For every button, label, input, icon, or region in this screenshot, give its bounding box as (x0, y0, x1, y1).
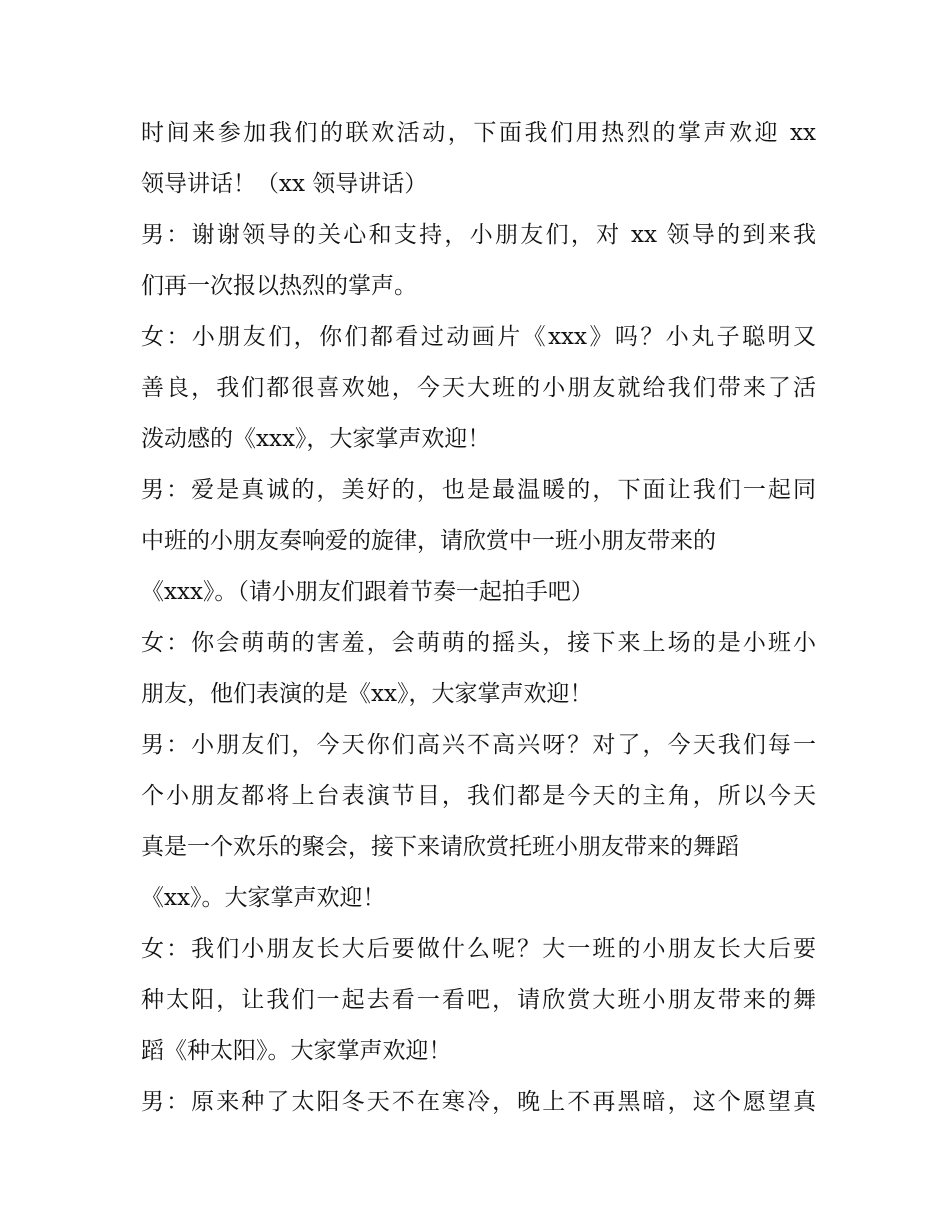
text-line: 中班的小朋友奏响爱的旋律，请欣赏中一班小朋友带来的 (141, 528, 716, 554)
text-line: 男：爱是真诚的，美好的，也是最温暖的，下面让我们一起同 (141, 477, 816, 503)
text-line: 女：小朋友们，你们都看过动画片《xxx》吗？小丸子聪明又 (141, 324, 816, 350)
text-line: 种太阳，让我们一起去看一看吧，请欣赏大班小朋友带来的舞 (141, 987, 816, 1013)
text-line: 蹈《种太阳》。大家掌声欢迎！ (141, 1038, 452, 1064)
document-body (141, 108, 816, 1128)
text-line: 男：小朋友们，今天你们高兴不高兴呀？对了，今天我们每一 (141, 732, 816, 758)
text-line: 《xxx》。（请小朋友们跟着节奏一起拍手吧） (141, 579, 594, 605)
text-line: 真是一个欢乐的聚会，接下来请欣赏托班小朋友带来的舞蹈 (141, 834, 739, 860)
text-line: 时间来参加我们的联欢活动，下面我们用热烈的掌声欢迎 xx (141, 120, 816, 146)
text-line: 《xx》。大家掌声欢迎！ (141, 885, 386, 911)
text-line: 们再一次报以热烈的掌声。 (141, 273, 417, 299)
text-line: 男：谢谢领导的关心和支持，小朋友们，对 xx 领导的到来我 (141, 222, 816, 248)
text-line: 女：我们小朋友长大后要做什么呢？大一班的小朋友长大后要 (141, 936, 816, 962)
text-line: 女：你会萌萌的害羞，会萌萌的摇头，接下来上场的是小班小 (141, 630, 816, 656)
text-line: 个小朋友都将上台表演节目，我们都是今天的主角，所以今天 (141, 783, 816, 809)
text-line: 泼动感的《xxx》，大家掌声欢迎！ (141, 426, 491, 452)
text-line: 男：原来种了太阳冬天不在寒冷，晚上不再黑暗，这个愿望真 (141, 1089, 816, 1115)
text-line: 领导讲话！（xx 领导讲话） (141, 171, 428, 197)
text-line: 善良，我们都很喜欢她，今天大班的小朋友就给我们带来了活 (141, 375, 816, 401)
text-line: 朋友，他们表演的是《xx》，大家掌声欢迎！ (141, 681, 593, 707)
